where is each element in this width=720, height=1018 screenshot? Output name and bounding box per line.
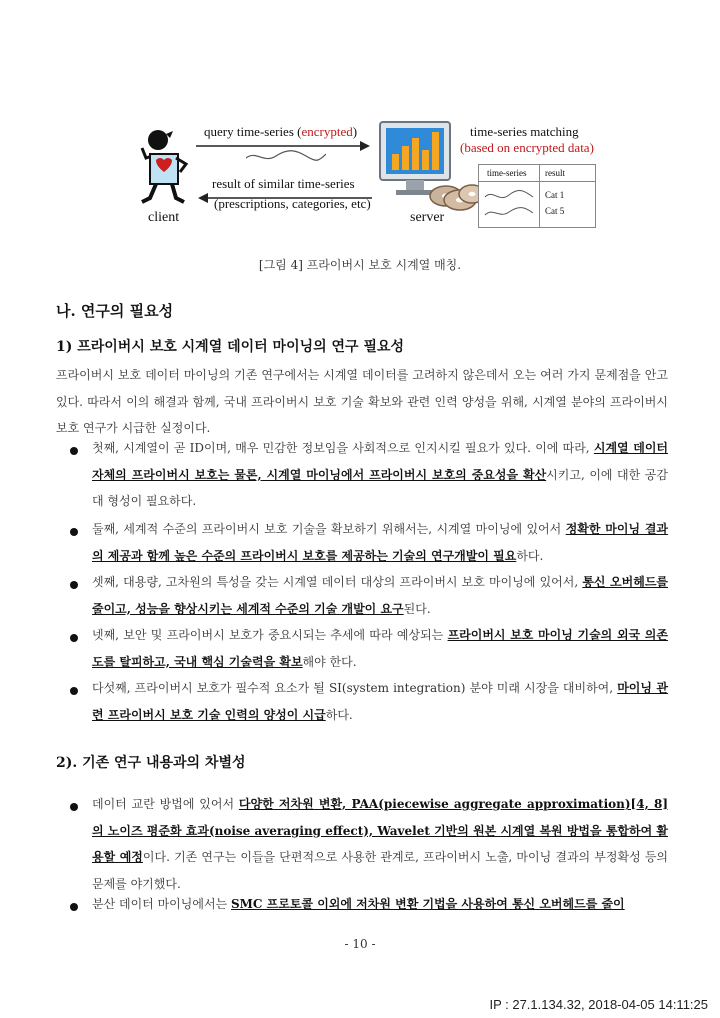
list-item-text: 넷째, 보안 및 프라이버시 보호가 중요시되는 추세에 따라 예상되는 프라이버시 보호 마이닝 기술의 외국 의존도를 탈피하고, 국내 핵심 기술력을 확보해야 한다. — [92, 628, 668, 669]
bullet-icon — [70, 447, 78, 455]
intro-paragraph: 프라이버시 보호 데이터 마이닝의 기존 연구에서는 시계열 데이터를 고려하지 않은데서 오는 여러 가지 문제점을 안고 있다. 따라서 이의 해결과 함께, 국내 프라이버시 보호 기술 확보와 관련 인력 양성을 위해, 시계열 분야의 프라이버시 보호 연구가 시급한 실정이다. — [56, 368, 668, 435]
server-label: server — [410, 210, 445, 225]
bullet-icon — [70, 903, 78, 911]
client-label: client — [148, 210, 180, 225]
figure-caption: [그림 4] 프라이버시 보호 시계열 매칭. — [258, 258, 462, 272]
list-item-text: 셋째, 대용량, 고차원의 특성을 갖는 시계열 데이터 대상의 프라이버시 보호 마이닝에 있어서, 통신 오버헤드를 줄이고, 성능을 향상시키는 세계적 수준의 기술 개발이 요구된다. — [92, 575, 669, 616]
bullet-icon — [70, 687, 78, 695]
query-label: query time-series (encrypted) — [204, 124, 358, 139]
list-item-text: 데이터 교란 방법에 있어서 다양한 저차원 변환, PAA(piecewise aggregate approximation)[4, 8]의 노이즈 평준화 효과(noise averaging effect), Wavelet 기반의 원본 시계열 복원 방법을 통합하여 활용할 예정이다. 기존 연구는 이들을 단편적으로 사용한 관계로, 프라이버시 노출, 마이닝 결과의 부정확성 등의 문제를 야기했다. — [92, 797, 669, 891]
result-label: result of similar time-series — [212, 176, 355, 191]
ip-stamp: IP : 27.1.134.32, 2018-04-05 14:11:25 — [489, 997, 708, 1012]
matching-sublabel: (based on encrypted data) — [460, 140, 594, 155]
bullet-icon — [70, 803, 78, 811]
list-item-text: 둘째, 세계적 수준의 프라이버시 보호 기술을 확보하기 위해서는, 시계열 마이닝에 있어서 정확한 마이닝 결과의 제공과 함께 높은 수준의 프라이버시 보호를 제공하는 기술의 연구개발이 필요하다. — [92, 522, 669, 563]
matching-label: time-series matching — [470, 124, 579, 139]
page-number: - 10 - — [344, 937, 376, 951]
list-item-text: 분산 데이터 마이닝에서는 SMC 프로토콜 이외에 저차원 변환 기법을 사용하여 통신 오버헤드를 줄이 — [92, 897, 625, 911]
bullet-icon — [70, 528, 78, 536]
bullet-icon — [70, 581, 78, 589]
table-header-series: time-series — [487, 168, 527, 178]
table-divider — [479, 181, 595, 182]
query-wave-icon — [246, 146, 326, 166]
subsection-heading-2: 2). 기존 연구 내용과의 차별성 — [56, 755, 246, 771]
list-item-text: 첫째, 시계열이 곧 ID이며, 매우 민감한 정보임을 사회적으로 인지시킬 필요가 있다. 이에 따라, 시계열 데이터 자체의 프라이버시 보호는 물론, 시계열 마이닝에서 프라이버시 보호의 중요성을 확산시키고, 이에 대한 공감대 형성이 필요하다. — [92, 441, 668, 508]
client-person-icon — [136, 126, 196, 210]
table-wave-icon — [483, 185, 535, 221]
subsection-heading-1: 1) 프라이버시 보호 시계열 데이터 마이닝의 연구 필요성 — [56, 339, 405, 355]
result-table — [478, 164, 596, 228]
table-row-1: Cat 1 — [545, 190, 565, 200]
figure — [0, 110, 720, 240]
result-sublabel: (prescriptions, categories, etc) — [214, 196, 371, 211]
section-heading: 나. 연구의 필요성 — [56, 302, 174, 320]
table-column-divider — [539, 165, 540, 227]
table-row-2: Cat 5 — [545, 206, 565, 216]
list-item-text: 다섯째, 프라이버시 보호가 필수적 요소가 될 SI(system integration) 분야 미래 시장을 대비하여, 마이닝 관련 프라이버시 보호 기술 인력의 양성이 시급하다. — [92, 681, 669, 722]
table-header-result: result — [545, 168, 565, 178]
bullet-icon — [70, 634, 78, 642]
